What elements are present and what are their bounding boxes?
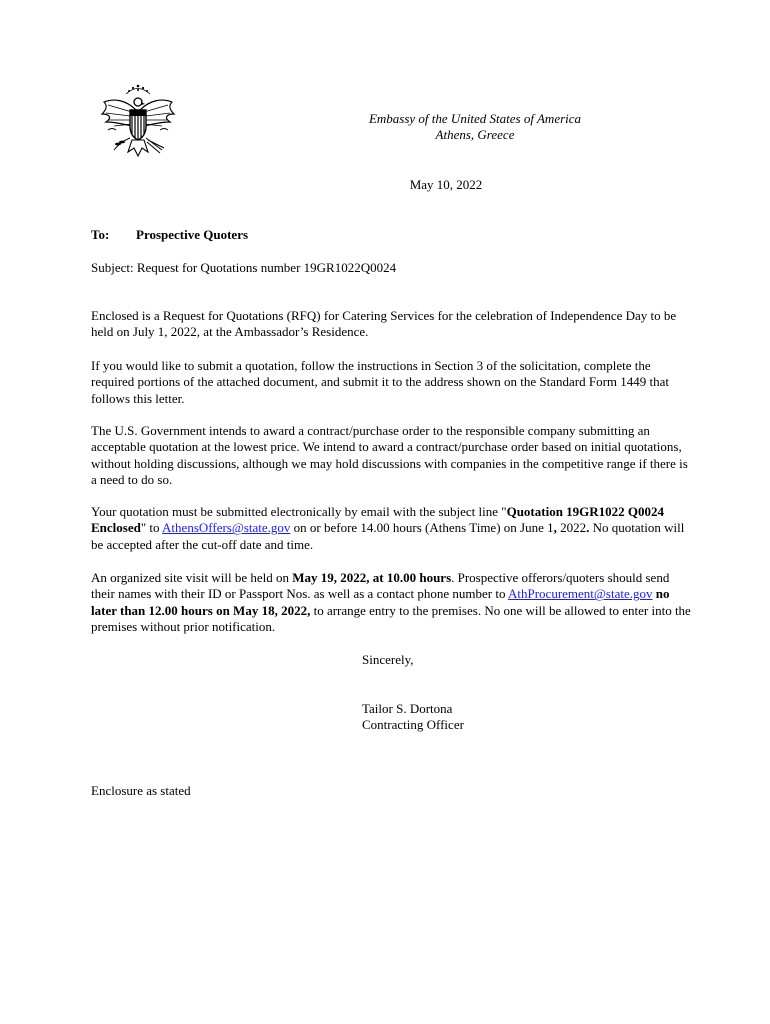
enclosure-note: Enclosure as stated bbox=[91, 783, 191, 798]
text-run: to arrange entry to the premises. No one will be allowed to enter into the premises without prior notification. bbox=[91, 602, 691, 634]
to-recipient: Prospective Quoters bbox=[136, 227, 249, 242]
subject-line: Subject: Request for Quotations number 19GR1022Q0024 bbox=[91, 260, 397, 275]
great-seal-icon bbox=[96, 80, 180, 164]
text-run: No quotation will be accepted after the cut-off date and time. bbox=[91, 520, 685, 552]
paragraph-instructions bbox=[91, 358, 691, 407]
bold-comma: , bbox=[553, 520, 557, 536]
to-label: To: bbox=[91, 227, 110, 242]
paragraph-text: The U.S. Government intends to award a contract/purchase order to the responsible company submitting an acceptable quotation at the lowest price. We intend to award a contract/purchase order based on initial quotations, without holding discussions, although we may hold discussions with companies in the competitive range if there is a need to do so. bbox=[91, 423, 688, 487]
bold-deadline: no later than 12.00 hours on May 18, 2022, bbox=[91, 586, 670, 618]
text-run: 2022 bbox=[556, 520, 587, 536]
paragraph-award bbox=[91, 423, 691, 488]
embassy-name: Embassy of the United States of America bbox=[368, 111, 582, 126]
letter-date: May 10, 2022 bbox=[409, 177, 483, 192]
text-run: . Prospective offerors/quoters should send their names with their ID or Passport Nos. as well as a contact phone number to bbox=[91, 570, 670, 602]
embassy-location: Athens, Greece bbox=[435, 127, 515, 142]
bold-period: . bbox=[586, 520, 590, 536]
ath-procurement-email-link[interactable]: AthProcurement@state.gov bbox=[508, 586, 653, 602]
paragraph-text: If you would like to submit a quotation, follow the instructions in Section 3 of the solicitation, complete the required portions of the attached document, and submit it to the address shown on the Standard Form 1449 that follows this letter. bbox=[91, 358, 670, 406]
paragraph-text: Enclosed is a Request for Quotations (RFQ) for Catering Services for the celebration of Independence Day to be held on July 1, 2022, at the Ambassador’s Residence. bbox=[91, 308, 677, 340]
text-run: Your quotation must be submitted electronically by email with the subject line " bbox=[91, 504, 507, 519]
bold-visit-date: May 19, 2022, at 10.00 hours bbox=[292, 570, 452, 585]
paragraph-site-visit bbox=[91, 570, 691, 635]
paragraph-rfq-intro bbox=[91, 308, 691, 341]
signer-title: Contracting Officer bbox=[362, 717, 464, 732]
bold-subject-line: Quotation 19GR1022 Q0024 Enclosed bbox=[91, 504, 665, 536]
text-run: on or before 14.00 hours (Athens Time) on June 1 bbox=[290, 520, 554, 536]
paragraph-submission bbox=[91, 504, 691, 553]
text-run: " to bbox=[140, 520, 163, 536]
closing: Sincerely, bbox=[362, 652, 414, 667]
athens-offers-email-link[interactable]: AthensOffers@state.gov bbox=[162, 520, 291, 536]
text-run: An organized site visit will be held on bbox=[91, 570, 293, 585]
signer-name: Tailor S. Dortona bbox=[362, 701, 453, 716]
